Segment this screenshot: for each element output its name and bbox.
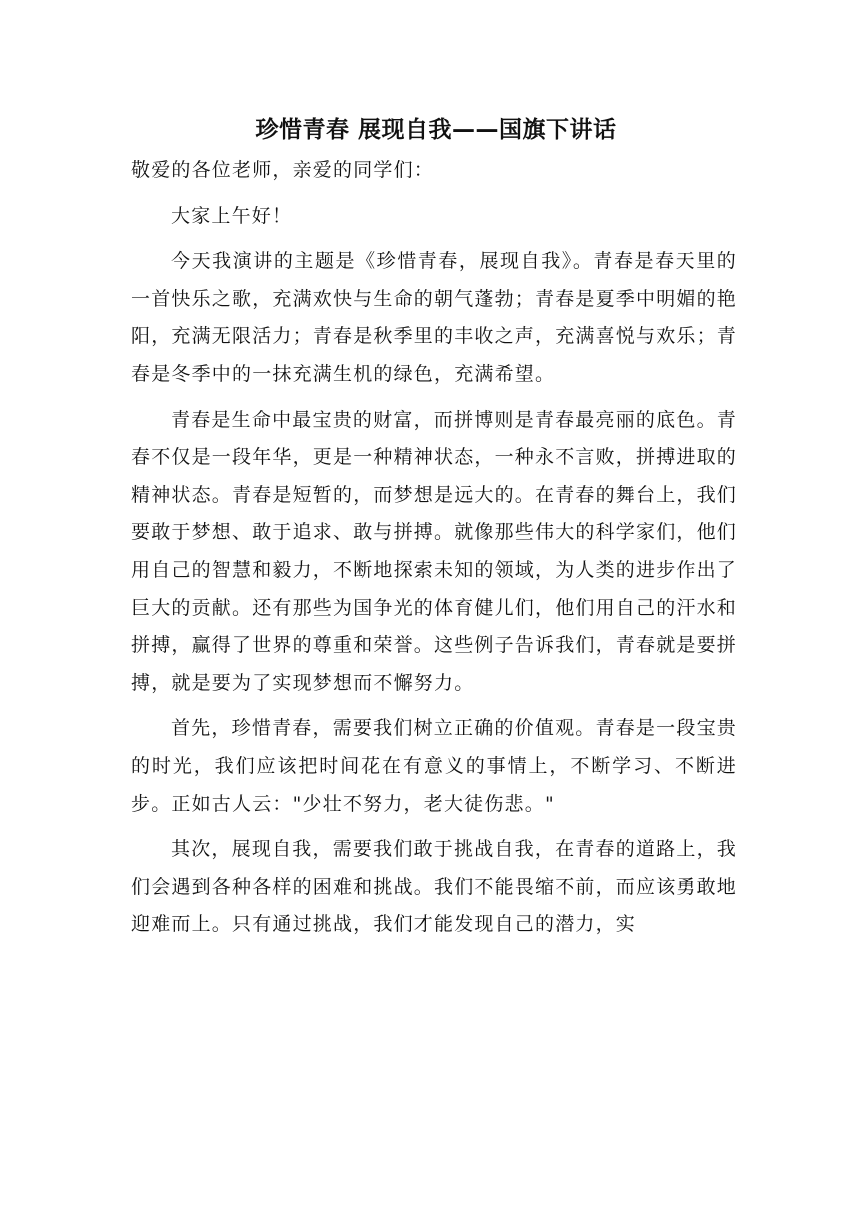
paragraph-second-point: 其次，展现自我，需要我们敢于挑战自我，在青春的道路上，我们会遇到各种各样的困难和挑战。我们不能畏缩不前，而应该勇敢地迎难而上。只有通过挑战，我们才能发现自己的潜力，实 <box>131 838 738 936</box>
paragraph-first-point: 首先，珍惜青春，需要我们树立正确的价值观。青春是一段宝贵的时光，我们应该把时间花在有意义的事情上，不断学习、不断进步。正如古人云："少壮不努力，老大徒伤悲。" <box>131 717 737 815</box>
document-title: 珍惜青春 展现自我——国旗下讲话 <box>255 117 617 143</box>
paragraph-theme: 今天我演讲的主题是《珍惜青春，展现自我》。青春是春天里的一首快乐之歌，充满欢快与生命的朝气蓬勃；青春是夏季中明媚的艳阳，充满无限活力；青春是秋季里的丰收之声，充满喜悦与欢乐；青春是冬季中的一抹充满生机的绿色，充满希望。 <box>131 250 738 385</box>
greeting: 大家上午好！ <box>171 204 293 227</box>
document-body <box>131 110 737 952</box>
salutation: 敬爱的各位老师，亲爱的同学们： <box>131 159 435 181</box>
paragraph-youth-striving: 青春是生命中最宝贵的财富，而拼博则是青春最亮丽的底色。青春不仅是一段年华，更是一种精神状态，一种永不言败，拼搏进取的精神状态。青春是短暂的，而梦想是远大的。在青春的舞台上，我们要敢于梦想、敢于追求、敢与拼搏。就像那些伟大的科学家们，他们用自己的智慧和毅力，不断地探索未知的领域，为人类的进步作出了巨大的贡献。还有那些为国争光的体育健儿们，他们用自己的汗水和拼搏，赢得了世界的尊重和荣誉。这些例子告诉我们，青春就是要拼搏，就是要为了实现梦想而不懈努力。 <box>131 408 738 694</box>
